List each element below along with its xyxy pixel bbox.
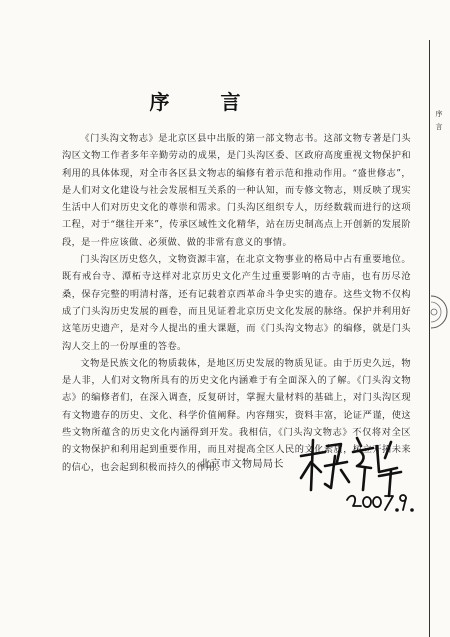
running-head xyxy=(433,108,445,134)
running-head-char-1: 序 xyxy=(435,110,443,118)
paragraph-3: 文物是民族文化的物质载体，是地区历史发展的物质见证。由于历史久远，物是人非，人们对文物所具有的历史文化内涵难于有全面深入的了解。《门头沟文物志》的编修者们，在深入调查，反复研讨，掌握大量材料的基础上，对门头沟区现有文物遗存的历史、文化、科学价值阐释。内容翔实，资料丰富，论证严谨，使这些文物所蕴含的历史文化内涵得到开发。我相信，《门头沟文物志》不仅将对全区的文物保护和利用起到重要作用，而且对提高全区人民的文化素质，树立开拓未来的信心，也会起到积极而持久的作用。 xyxy=(62,357,411,473)
binding-crest-icon xyxy=(430,294,450,330)
paragraph-2: 门头沟区历史悠久，文物资源丰富，在北京文物事业的格局中占有重要地位。既有戒台寺、潭柘寺这样对北京历史文化产生过重要影响的古寺庙，也有历尽沧桑，保存完整的明清村落，还有记载着京西革命斗争史实的遗存。这些文物不仅构成了门头沟历史发展的画卷，而且见证着北京历史文化发展的脉络。保护并利用好这笔历史遗产，是对今人提出的重大课题，而《门头沟文物志》的编修，就是门头沟人交上的一份厚重的答卷。 xyxy=(62,254,411,352)
signature-title: 北京市文物局局长 xyxy=(200,459,284,470)
handwritten-date xyxy=(345,488,415,518)
page-title: 序 言 xyxy=(149,90,263,114)
running-head-char-2: 言 xyxy=(435,123,443,131)
paragraph-1: 《门头沟文物志》是北京区县中出版的第一部文物志书。这部文物专著是门头沟区文物工作者多年辛勤劳动的成果，是门头沟区委、区政府高度重视文物保护和利用的具体体现，对全市各区县文物志的编修有着示范和推动作用。“盛世修志”，是人们对文化建设与社会发展相互关系的一种认知，而专修文物志，则反映了现实生活中人们对历史文化的尊崇和需求。门头沟区组织专人，历经数载而进行的这项工程，对于“继往开来”，传承区域性文化精华，站在历史制高点上开创新的发展阶段，是一件应该做、必须做、做的非常有意义的事情。 xyxy=(62,133,411,248)
margin-rule xyxy=(429,40,430,637)
preface-body xyxy=(62,130,411,476)
